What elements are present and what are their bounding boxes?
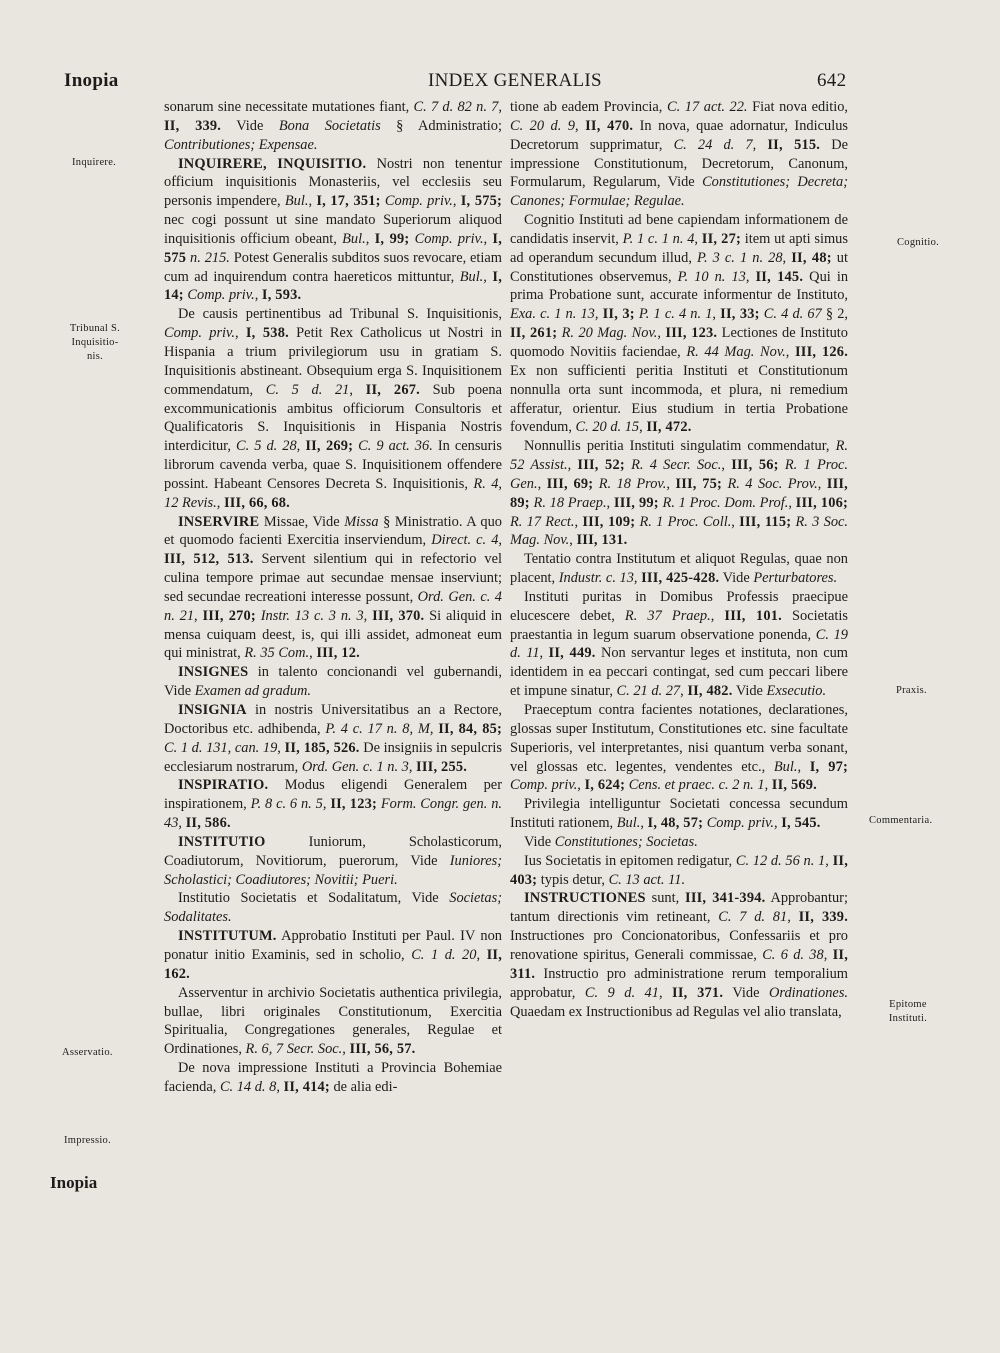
index-entry: INSPIRATIO. Modus eligendi Generalem per inspirationem, P. 8 c. 6 n. 5, II, 123; Form. Congr. gen. n. 43, II, 586. bbox=[164, 777, 502, 832]
index-entry: Praeceptum contra facientes notationes, declarationes, glossas super Institutum, Constitutiones etc. sine facultate Superioris, vel interpretantes, nisi quantum verba sonant, vel glossas etc. legentes, vendentes etc., Bul., I, 97; Comp. priv., I, 624; Cens. et praec. c. 2 n. 1, II, 569. bbox=[510, 702, 848, 794]
footer-catchword: Inopia bbox=[50, 1173, 98, 1192]
index-entry: Asserventur in archivio Societatis authentica privilegia, bullae, libri originales Constitutionum, Exercitia Spiritualia, Congregationes generales, Regulae et Ordinationes, R. 6, 7 Secr. Soc., III, 56, 57. bbox=[164, 984, 502, 1058]
index-entry: De causis pertinentibus ad Tribunal S. Inquisitionis, Comp. priv., I, 538. Petit Rex Catholicus ut Nostri in Hispania a trium privilegiorum usu in gratiam S. Inquisitionis abstineant. Obsequium erga S. Inquisitionem commendatum, C. 5 d. 21, II, 267. Sub poena excommunicationis ambitus officiorum Consultoris et Qualificatoris S. Inquisitionis in Hispania Nostris interdicitur, C. 5 d. 28, II, 269; C. 9 act. 36. In censuris librorum cavenda verba, quae S. Inquisitionem offendere possint. Habeant Censores Decreta S. Inquisitionis, R. 4, 12 Revis., III, 66, 68. bbox=[164, 306, 503, 511]
page-title: INDEX GENERALIS bbox=[428, 70, 602, 91]
index-entry: sonarum sine necessitate mutationes fiant, C. 7 d. 82 n. 7, II, 339. Vide Bona Societatis § Administratio; Contributiones; Expensae. bbox=[164, 99, 502, 153]
margin-note-tribunal: Tribunal S. Inquisitio- nis. bbox=[69, 323, 121, 362]
index-entry: INSIGNES in talento concionandi vel gubernandi, Vide Examen ad gradum. bbox=[164, 664, 502, 700]
running-head-left: Inopia bbox=[64, 70, 119, 91]
index-entry: Privilegia intelliguntur Societati concessa secundum Instituti rationem, Bul., I, 48, 57; Comp. priv., I, 545. bbox=[510, 796, 848, 832]
margin-note-commentaria: Commentaria. bbox=[869, 815, 933, 826]
index-entry: Ius Societatis in epitomen redigatur, C. 12 d. 56 n. 1, II, 403; typis detur, C. 13 act. 11. bbox=[510, 852, 848, 888]
index-entry: tione ab eadem Provincia, C. 17 act. 22. Fiat nova editio, C. 20 d. 9, II, 470. In nova, quae adornatur, Indiculus Decretorum supprimatur, C. 24 d. 7, II, 515. De impressione Constitutionum, Decretorum, Canonum, Formularum, Regularum, Vide Constitutiones; Decreta; Canones; Formulae; Regulae. bbox=[510, 99, 849, 210]
index-entry: INSIGNIA in nostris Universitatibus an a Rectore, Doctoribus etc. adhibenda, P. 4 c. 17 n. 8, M, II, 84, 85; C. 1 d. 131, can. 19, II, 185, 526. De insigniis in sepulcris ecclesiarum nostrarum, Ord. Gen. c. 1 n. 3, III, 255. bbox=[164, 702, 502, 775]
margin-note-inquirere: Inquirere. bbox=[72, 157, 117, 168]
index-entry: INSTRUCTIONES sunt, III, 341-394. Approbantur; tantum directionis vim retineant, C. 7 d. 81, II, 339. Instructiones pro Concionatoribus, Confessariis et pro renovatione spiritus, Generali commissae, C. 6 d. 38, II, 311. Instructio pro administratione rerum temporalium approbatur, C. 9 d. 41, II, 371. Vide Ordinationes. Quaedam ex Instructionibus ad Regulas vel alio translata, bbox=[510, 890, 849, 1020]
margin-note-praxis: Praxis. bbox=[896, 685, 927, 696]
page-number: 642 bbox=[817, 70, 847, 91]
index-entry: De nova impressione Instituti a Provincia Bohemiae facienda, C. 14 d. 8, II, 414; de alia edi- bbox=[164, 1060, 502, 1095]
index-entry: Cognitio Instituti ad bene capiendam informationem de candidatis inservit, P. 1 c. 1 n. 4, II, 27; item ut apti simus ad operandum secundum illud, P. 3 c. 1 n. 28, II, 48; ut Constitutiones observemus, P. 10 n. 13, II, 145. Qui in prima Probatione sunt, accurate informentur de Instituto, Exa. c. 1 n. 13, II, 3; P. 1 c. 4 n. 1, II, 33; C. 4 d. 67 § 2, II, 261; R. 20 Mag. Nov., III, 123. Lectiones de Instituto quomodo Novitiis faciendae, R. 44 Mag. Nov., III, 126. Ex non sufficienti peritia Instituti et Constitutionum nonnulla orta sunt incommoda, et plura, ni remedium afferatur, orientur. Eius studium in tertia Probatione fovendum, C. 20 d. 15, II, 472. bbox=[510, 212, 849, 436]
index-entry: Tentatio contra Institutum et aliquot Regulas, quae non placent, Industr. c. 13, III, 425-428. Vide Perturbatores. bbox=[510, 551, 848, 587]
index-entry: Vide Constitutiones; Societas. bbox=[524, 833, 698, 850]
right-column bbox=[510, 98, 848, 1021]
index-entry: Nonnullis peritia Instituti singulatim commendatur, R. 52 Assist., III, 52; R. 4 Secr. Soc., III, 56; R. 1 Proc. Gen., III, 69; R. 18 Prov., III, 75; R. 4 Soc. Prov., III, 89; R. 18 Praep., III, 99; R. 1 Proc. Dom. Prof., III, 106; R. 17 Rect., III, 109; R. 1 Proc. Coll., III, 115; R. 3 Soc. Mag. Nov., III, 131. bbox=[510, 438, 849, 549]
index-entry: Institutio Societatis et Sodalitatum, Vide Societas; Sodalitates. bbox=[164, 890, 502, 926]
margin-note-asservatio: Asservatio. bbox=[62, 1047, 113, 1058]
index-entry: INQUIRERE, INQUISITIO. Nostri non tenentur officium inquisitionis Monasteriis, vel ecclesiis seu personis impendere, Bul., I, 17, 351; Comp. priv., I, 575; nec cogi possunt ut sine mandato Superiorum aliquod inquisitionis officium obeant, Bul., I, 99; Comp. priv., I, 575 n. 215. Potest Generalis subditos suos revocare, etiam cum ad inquirendum contra haereticos mittuntur, Bul., I, 14; Comp. priv., I, 593. bbox=[164, 155, 503, 304]
margin-note-cognitio: Cognitio. bbox=[897, 237, 940, 248]
index-entry: INSERVIRE Missae, Vide Missa § Ministratio. A quo et quomodo facienti Exercitia inserviendum, Direct. c. 4, III, 512, 513. Servent silentium qui in refectorio vel culina tempore primae aut secundae mensae inserviunt; sed secundae recreationi interesse possunt, Ord. Gen. c. 4 n. 21, III, 270; Instr. 13 c. 3 n. 3, III, 370. Si aliquid in mensa cuiquam deest, is, qui illi assidet, admoneat eum qui ministrat, R. 35 Com., III, 12. bbox=[164, 513, 503, 662]
index-entry: Instituti puritas in Domibus Professis praecipue elucescere debet, R. 37 Praep., III, 101. Societatis praestantia in legum suarum observatione ponenda, C. 19 d. 11, II, 449. Non servantur leges et instituta, non cum identidem in ea peccari contingat, sed cum peccari libere et impune sinatur, C. 21 d. 27, II, 482. Vide Exsecutio. bbox=[510, 588, 849, 700]
left-column bbox=[164, 98, 502, 1097]
margin-note-impressio: Impressio. bbox=[64, 1135, 112, 1146]
margin-note-epitome: Epitome Instituti. bbox=[888, 999, 928, 1024]
index-entry: INSTITUTIO Iuniorum, Scholasticorum, Coadiutorum, Novitiorum, puerorum, Vide Iuniores; Scholastici; Coadiutores; Novitii; Pueri. bbox=[164, 833, 502, 888]
index-entry: INSTITUTUM. Approbatio Instituti per Paul. IV non ponatur initio Examinis, sed in scholio, C. 1 d. 20, II, 162. bbox=[164, 928, 502, 982]
